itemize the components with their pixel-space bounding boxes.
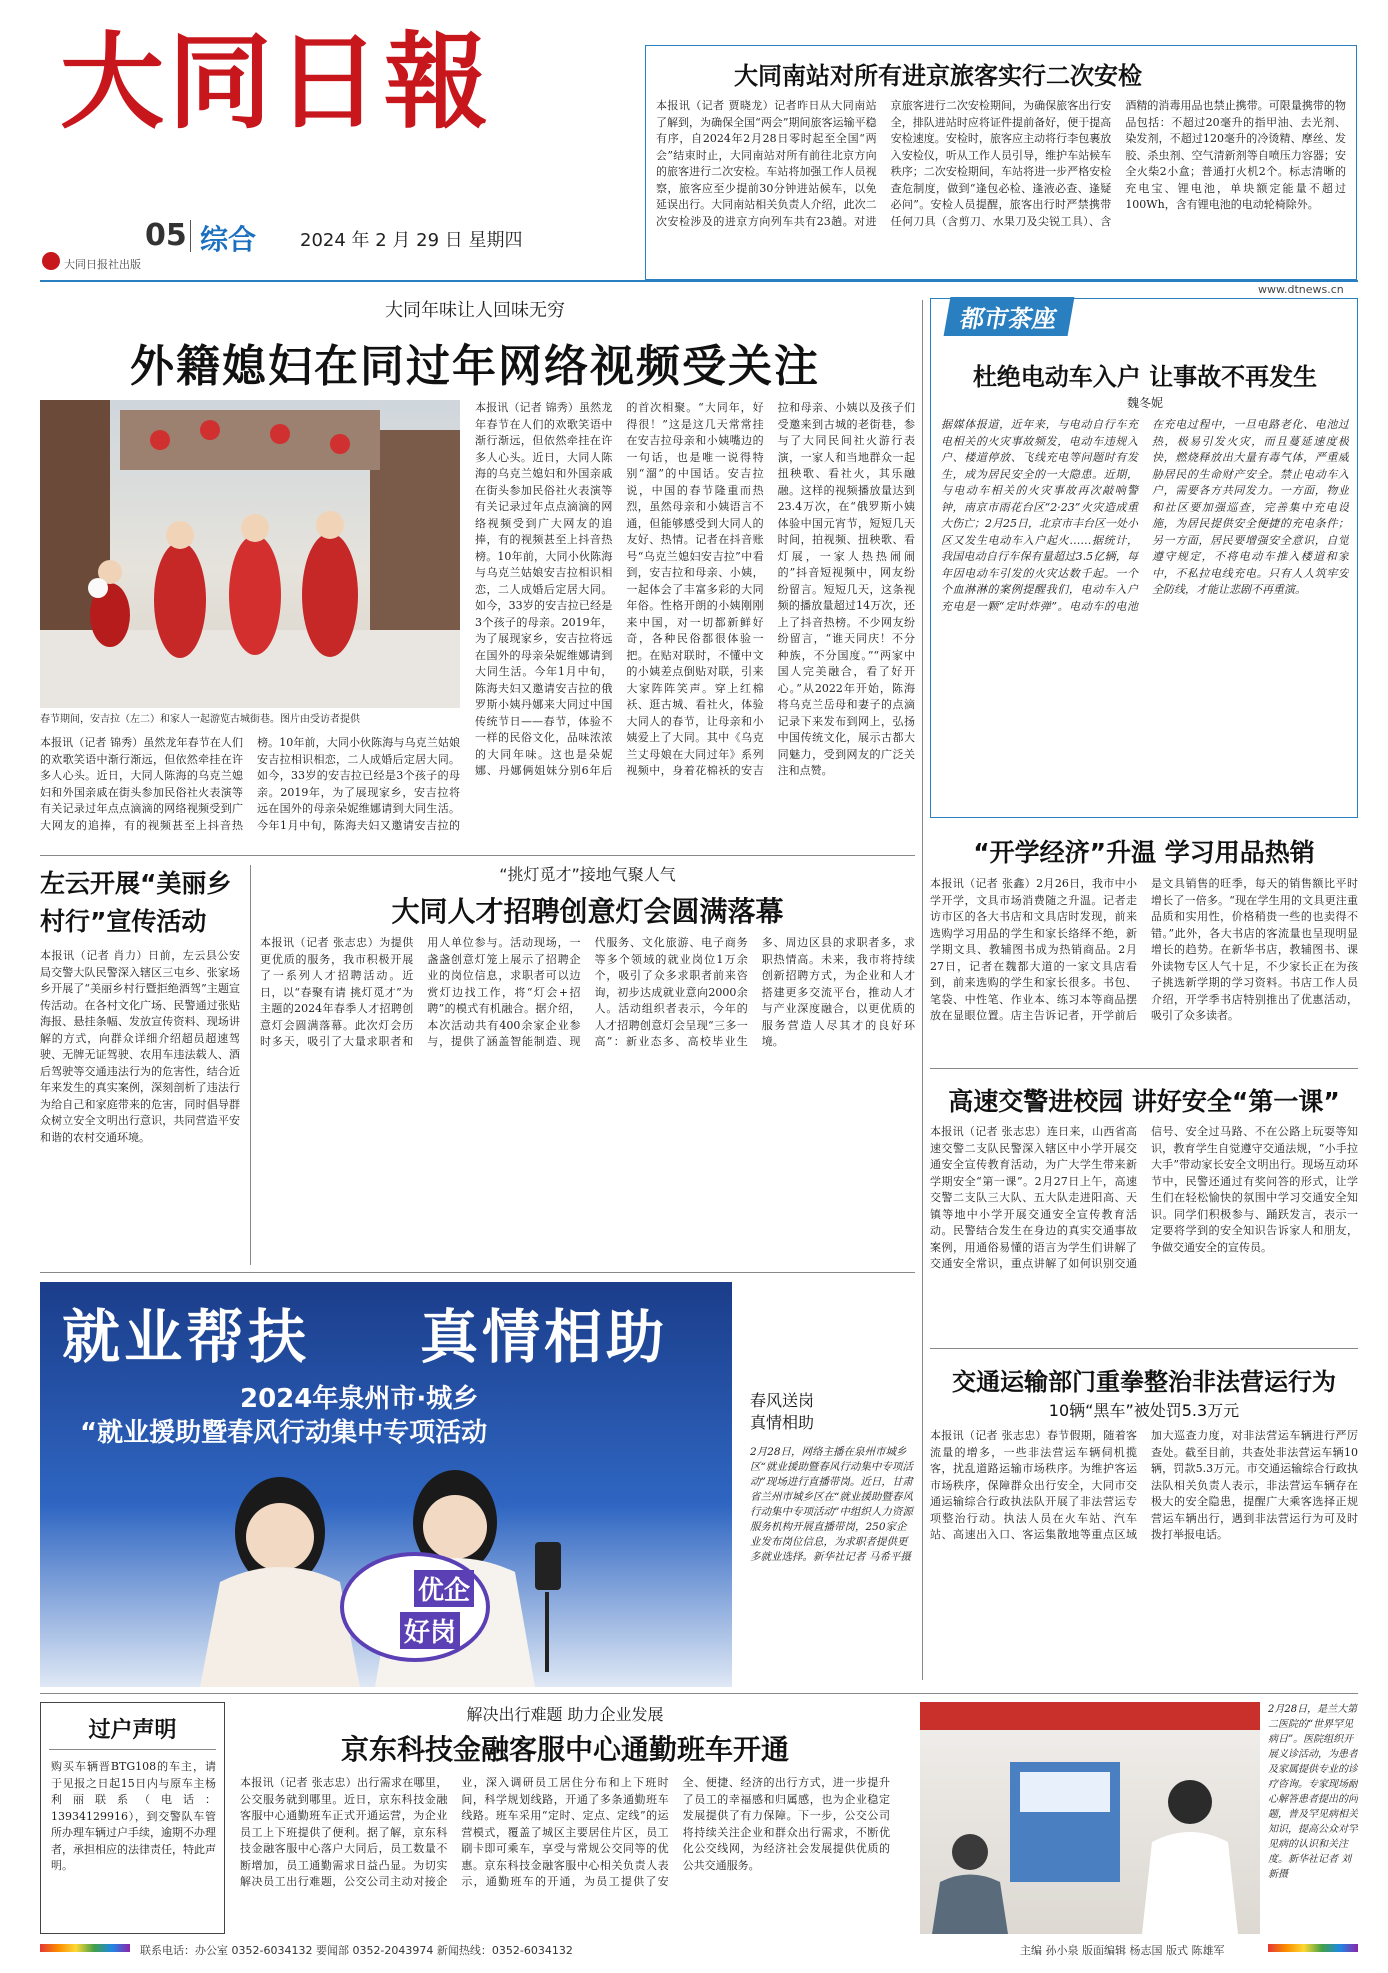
footer-phones: 联系电话：办公室 0352-6034132 要闻部 0352-2043974 新闻热线：0352-6034132	[140, 1944, 573, 1957]
school-body: 本报讯（记者 张志忠）连日来，山西省高速交警二支队民警深入辖区中小学开展交通安全宣传教育活动，为广大学生带来新学期安全“第一课”。2月27日上午，高速交警二支队三大队、五大队走进阳高、天镇等地中小学开展交通安全宣传教育活动。民警结合发生在身边的真实交通事故案例，用通俗易懂的语言为学生们讲解了交通安全常识，重点讲解了如何识别交通信号、安全过马路、不在公路上玩耍等知识，教育学生自觉遵守交通法规，“小手拉大手”带动家长安全文明出行。现场互动环节中，民警还通过有奖问答的形式，让学生们在轻松愉快的氛围中学习交通安全知识。同学们积极参与、踊跃发言，表示一定要将学到的安全知识告诉家人和朋友，争做交通安全的宣传员。	[930, 1125, 1358, 1270]
illegal-body: 本报讯（记者 张志忠）春节假期，随着客流量的增多，一些非法营运车辆伺机揽客，扰乱道路运输市场秩序。为维护客运市场秩序，保障群众出行安全，大同市交通运输综合行政执法队开展了非法营运专项整治行动。执法人员在火车站、汽车站、高速出入口、客运集散地等重点区域加大巡查力度，对非法营运车辆进行严厉查处。截至目前，共查处非法营运车辆10辆，罚款5.3万元。市交通运输综合行政执法队相关负责人表示，非法营运车辆存在极大的安全隐患，提醒广大乘客选择正规营运车辆出行，遇到非法营运行为可及时拨打举报电话。	[930, 1429, 1358, 1541]
publisher-logo-icon	[42, 252, 60, 270]
job-side-title-1: 春风送岗	[750, 1391, 815, 1410]
publisher-line: 大同日报社出版	[64, 258, 141, 271]
school-headline: 高速交警进校园 讲好安全“第一课”	[948, 1087, 1340, 1116]
column-author: 魏冬妮	[1126, 396, 1163, 410]
village-headline: 左云开展“美丽乡村行”宣传活动	[40, 869, 232, 936]
lead-rule	[40, 855, 915, 856]
talent-body: 本报讯（记者 张志忠）为提供更优质的服务，我市积极开展了一系列人才招聘活动。近日，以“春聚有请 挑灯觅才”为主题的2024年春季人才招聘创意灯会圆满落幕。此次灯会历时多天，吸引了大量求职者和用人单位参与。活动现场，一盏盏创意灯笼上展示了招聘企业的岗位信息，求职者可以边赏灯边找工作，将“灯会+招聘”的模式有机融合。据介绍，本次活动共有400余家企业参与，提供了涵盖智能制造、现代服务、文化旅游、电子商务等多个领域的就业岗位1万余个，吸引了众多求职者前来咨询，初步达成就业意向2000余人。活动组织者表示，今年的人才招聘创意灯会呈现“三多一高”：新业态多、高校毕业生多、周边区县的求职者多，求职热情高。未来，我市将持续创新招聘方式，为企业和人才搭建更多交流平台，推动人才与产业深度融合，以更优质的服务营造人尽其才的良好环境。	[260, 936, 915, 1048]
top-story-headline: 大同南站对所有进京旅客实行二次安检	[734, 62, 1142, 90]
masthead-divider	[190, 220, 191, 252]
column-headline: 杜绝电动车入户 让事故不再发生	[972, 363, 1318, 391]
study-body: 本报讯（记者 张鑫）2月26日，我市中小学开学，文具市场消费随之升温。记者走访市区的各大书店和文具店时发现，前来选购学习用品的学生和家长络绎不绝，新学期文具、教辅图书成为热销商品。2月27日，记者在魏都大道的一家文具店看到，前来选购的学生和家长很多。书包、笔袋、中性笔、作业本、练习本等商品摆放在显眼位置。店主告诉记者，开学前后是文具销售的旺季，每天的销售额比平时增长了一倍多。“现在学生用的文具更注重品质和实用性，价格稍贵一些的也卖得不错。”此外，各大书店的客流量也呈现明显增长的趋势。在新华书店，教辅图书、课外读物专区人气十足，不少家长正在为孩子挑选新学期的学习资料。书店工作人员介绍，开学季书店特别推出了优惠活动，吸引了众多读者。	[930, 877, 1358, 1022]
column-badge: 都市茶座	[944, 297, 1075, 336]
issue-date: 2024 年 2 月 29 日 星期四	[300, 230, 523, 251]
lead-body-left: 本报讯（记者 锦秀）虽然龙年春节在人们的欢歌笑语中渐行渐远，但依然牵挂在许多人心头。近日，大同人陈海的乌克兰媳妇和外国亲戚在街头参加民俗社火表演等有关记录过年点点滴滴的网络视频受到广大网友的追捧，有的视频甚至上抖音热榜。10年前，大同小伙陈海与乌克兰姑娘安吉拉相识相恋，二人成婚后定居大同。如今，33岁的安吉拉已经是3个孩子的母亲。2019年，为了展现家乡，安吉拉将远在国外的母亲朵妮维娜请到大同生活。今年1月中旬，陈海夫妇又邀请安吉拉的	[40, 736, 460, 832]
notice-body: 购买车辆晋BTG108的车主，请于见报之日起15日内与原车主杨利丽联系（电话：13934129916），到交警队车管所办理车辆过户手续，逾期不办理者，承担相应的法律责任，特此声明。	[51, 1760, 216, 1872]
footer-color-bar-right	[1268, 1944, 1358, 1952]
column-divider-1	[922, 300, 923, 1680]
column-divider-2	[250, 865, 251, 1265]
hospital-photo-scene	[920, 1702, 1260, 1934]
mid-rule	[40, 1272, 915, 1273]
notice-box	[40, 1702, 225, 1934]
illegal-headline: 交通运输部门重拳整治非法营运行为	[952, 1368, 1336, 1396]
column-box	[930, 298, 1358, 818]
masthead-title: 大同日報	[60, 20, 493, 143]
job-subbanner-2: “就业援助暨春风行动集中专项活动	[80, 1418, 488, 1448]
study-headline: “开学经济”升温 学习用品热销	[973, 838, 1315, 867]
lead-photo-illustration	[40, 400, 460, 708]
hospital-caption: 2月28日，是兰大第二医院的“世界罕见病日”。医院组织开展义诊活动，为患者及家属提供专业的诊疗咨询。专家现场耐心解答患者提出的问题，普及罕见病相关知识，提高公众对罕见病的认识和关注度。新华社记者 刘新摄	[1268, 1704, 1358, 1880]
job-photo	[40, 1282, 732, 1687]
right-rule-1	[930, 1068, 1358, 1069]
illegal-subhead: 10辆“黑车”被处罚5.3万元	[1048, 1401, 1240, 1420]
job-sticker-text-1: 优企	[414, 1570, 474, 1607]
jd-body: 本报讯（记者 张志忠）出行需求在哪里，公交服务就到哪里。近日，京东科技金融客服中心通勤班车正式开通运营，为企业员工上下班提供了便利。据了解，京东科技金融客服中心落户大同后，员工数量不断增加，员工通勤需求日益凸显。为切实解决员工出行难题，公交公司主动对接企业，深入调研员工居住分布和上下班时间，科学规划线路，开通了多条通勤班车线路。班车采用“定时、定点、定线”的运营模式，覆盖了城区主要居住片区，员工刷卡即可乘车，享受与常规公交同等的优惠。京东科技金融客服中心相关负责人表示，通勤班车的开通，为员工提供了安全、便捷、经济的出行方式，进一步提升了员工的幸福感和归属感，也为企业稳定发展提供了有力保障。下一步，公交公司将持续关注企业和群众出行需求，不断优化公交线网，为经济社会发展提供优质的公共交通服务。	[240, 1776, 890, 1888]
section-name: 综合	[200, 223, 257, 256]
top-story-box	[645, 45, 1357, 280]
page-number: 05	[145, 218, 187, 253]
website-url: www.dtnews.cn	[1258, 283, 1344, 296]
notice-title: 过户声明	[88, 1718, 177, 1743]
job-sticker	[340, 1552, 490, 1662]
lead-body-right: 本报讯（记者 锦秀）虽然龙年春节在人们的欢歌笑语中渐行渐远，但依然牵挂在许多人心头。近日，大同人陈海的乌克兰媳妇和外国亲戚在街头参加民俗社火表演等有关记录过年点点滴滴的网络视频受到广大网友的追捧，有的视频甚至上抖音热榜。10年前，大同小伙陈海与乌克兰姑娘安吉拉相识相恋，二人成婚后定居大同。如今，33岁的安吉拉已经是3个孩子的母亲。2019年，为了展现家乡，安吉拉将远在国外的母亲朵妮维娜请到大同生活。今年1月中旬，陈海夫妇又邀请安吉拉的俄罗斯小姨丹娜来大同过中国传统节日——春节，体验不一样的民俗文化，品味浓浓的大同年味。这也是朵妮娜、丹娜俩姐妹分别6年后的首次相聚。“大同年，好得很！”这是这几天常常挂在安吉拉母亲和小姨嘴边的一句话，也是唯一说得特别“溜”的中国话。安吉拉说，中国的春节隆重而热烈，虽然母亲和小姨语言不通，但能够感受到大同人的友好、热情。记者在抖音账号“乌克兰媳妇安吉拉”中看到，安吉拉和母亲、小姨，一起体会了丰富多彩的大同年俗。性格开朗的小姨刚刚来中国，对一切都新鲜好奇，各种民俗都很体验一把。在贴对联时，不懂中文的小姨差点倒贴对联，引来大家阵阵笑声。穿上红棉袄、逛古城、看社火，体验大同人的春节，让母亲和小姨爱上了大同。其中《乌克兰丈母娘在大同过年》系列视频中，身着花棉袄的安吉拉和母亲、小姨以及孩子们受邀来到古城的老街巷，参与了大同民间社火游行表演，一家人和当地群众一起扭秧歌、看社火，其乐融融。这样的视频播放量达到23.4万次，在“俄罗斯小姨体验中国元宵节，短短几天时间，拍视频、扭秧歌、看灯展，一家人热热闹闹的”抖音短视频中，网友纷纷留言。短短几天，这条视频的播放量超过14万次，还上了抖音热榜。不少网友纷纷留言，“谁天同庆！不分种族，不分国度。”“两家中国人完美融合，看了好开心。”从2022年开始，陈海将乌克兰岳母和妻子的点滴记录下来发布到网上，弘扬中国传统文化，展示古都大同魅力，受到网友的广泛关注和点赞。	[475, 401, 915, 777]
job-side-title-2: 真情相助	[750, 1413, 815, 1432]
top-story-body: 本报讯（记者 贾晓龙）记者昨日从大同南站了解到，为确保全国“两会”期间旅客运输平稳有序，自2024年2月28日零时起至全国“两会”结束时止，大同南站对所有前往北京方向的旅客进行二次安检。车站将加强工作人员视察，旅客应至少提前30分钟进站候车，以免延误出行。大同南站相关负责人介绍，此次二次安检涉及的进京方向列车共有23趟。对进京旅客进行二次安检期间，为确保旅客出行安全，排队进站时应将证件提前备好，便于提高安检速度。安检时，旅客应主动将行李包裹放入安检仪，听从工作人员引导，维护车站候车秩序；二次安检期间，车站将进一步严格安检查危制度，做到“逢包必检、逢液必查、逢疑必问”。安检人员提醒，旅客出行时严禁携带任何刀具（含剪刀、水果刀及尖锐工具）、含酒精的消毒用品也禁止携带。可限量携带的物品包括：不超过20毫升的指甲油、去光剂、染发剂，不超过120毫升的冷烫精、摩丝、发胶、杀虫剂、空气清新剂等自喷压力容器；安全火柴2小盒；普通打火机2个。标志清晰的充电宝、锂电池，单块额定能量不超过100Wh，含有锂电池的电动轮椅除外。	[656, 99, 1346, 228]
job-side-caption: 2月28日，网络主播在泉州市城乡区“就业援助暨春风行动集中专项活动”现场进行直播带岗。近日，甘肃省兰州市城乡区在“就业援助暨春风行动集中专项活动”中组织人力资源服务机构开展直播带岗，250家企业发布岗位信息，为求职者提供更多就业选择。新华社记者 马希平摄	[750, 1446, 913, 1563]
notice-rule	[49, 1749, 216, 1750]
village-body: 本报讯（记者 肖力）日前，左云县公安局交警大队民警深入辖区三屯乡、张家场乡开展了“美丽乡村行暨拒绝酒驾”主题宣传活动。在各村文化广场、民警通过张贴海报、悬挂条幅、发放宣传资料、现场讲解的方式，向群众详细介绍超员超速驾驶、无牌无证驾驶、农用车违法载人、酒后驾驶等交通违法行为的危害性，结合近年来发生的真实案例，深刻剖析了违法行为给自己和家庭带来的危害，同时倡导群众树立安全文明出行意识，共同营造平安和谐的农村交通环境。	[40, 949, 240, 1144]
talent-headline: 大同人才招聘创意灯会圆满落幕	[391, 895, 784, 928]
footer-editors: 主编 孙小泉 版面编辑 杨志国 版式 陈雄军	[1020, 1944, 1225, 1957]
lead-photo-caption: 春节期间，安吉拉（左二）和家人一起游览古城街巷。图片由受访者提供	[40, 714, 360, 725]
jd-headline: 京东科技金融客服中心通勤班车开通	[340, 1733, 789, 1766]
jd-kicker: 解决出行难题 助力企业发展	[466, 1705, 664, 1724]
job-banner-line2: 真情相助	[420, 1303, 669, 1371]
masthead-rule	[40, 280, 1358, 282]
right-rule-2	[930, 1348, 1358, 1349]
job-banner-line1: 就业帮扶	[62, 1303, 311, 1371]
job-sticker-text-2: 好岗	[400, 1612, 460, 1649]
job-subbanner-1: 2024年泉州市·城乡	[240, 1384, 479, 1414]
lead-headline: 外籍媳妇在同过年网络视频受关注	[130, 341, 820, 392]
column-body: 据媒体报道，近年来，与电动自行车充电相关的火灾事故频发，电动车违规入户、楼道停放、飞线充电等问题时有发生，成为居民安全的一大隐患。近期，与电动车相关的火灾事故再次敲响警钟，南京市雨花台区“2·23”火灾造成重大伤亡；2月25日，北京市丰台区一处小区又发生电动车入户起火……据统计，我国电动自行车保有量超过3.5亿辆，每年因电动车引发的火灾达数千起。一个个血淋淋的案例提醒我们，电动车入户充电是一颗“定时炸弹”。电动车的电池在充电过程中，一旦电路老化、电池过热，极易引发火灾，而且蔓延速度极快，燃烧释放出大量有毒气体，严重威胁居民的生命财产安全。禁止电动车入户，需要各方共同发力。一方面，物业和社区要加强巡查，完善集中充电设施，为居民提供安全便捷的充电条件；另一方面，居民要增强安全意识，自觉遵守规定，不将电动车推入楼道和家中，不私拉电线充电。只有人人筑牢安全防线，才能让悲剧不再重演。	[941, 418, 1349, 613]
lead-kicker: 大同年味让人回味无穷	[385, 300, 565, 321]
footer-color-bar-left	[40, 1944, 130, 1952]
lower-rule	[40, 1693, 1358, 1694]
talent-kicker: “挑灯觅才”接地气聚人气	[499, 865, 676, 884]
lead-photo	[40, 400, 460, 708]
hospital-photo	[920, 1702, 1260, 1934]
